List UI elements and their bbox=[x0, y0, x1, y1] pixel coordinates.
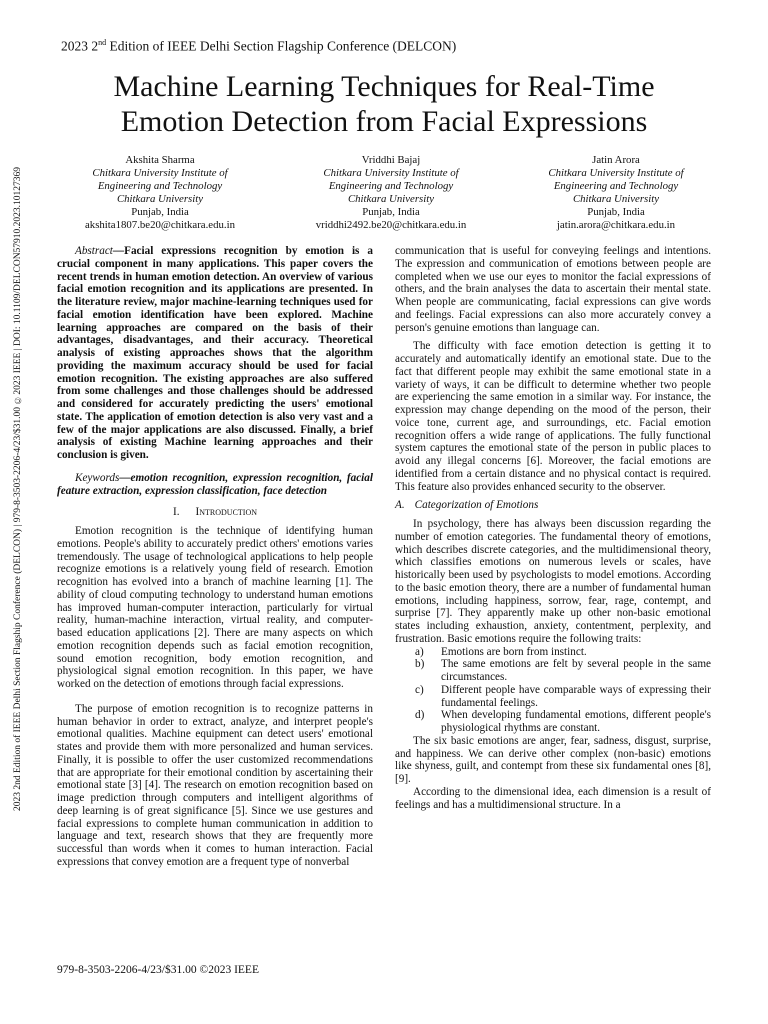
list-item bbox=[395, 684, 711, 710]
author-name: Akshita Sharma bbox=[125, 154, 195, 166]
author-name: Vriddhi Bajaj bbox=[361, 154, 421, 166]
list-item-text: Emotions are born from instinct. bbox=[441, 645, 587, 658]
body-paragraph: According to the dimensional idea, each dimension is a result of feelings and has a multidimensional structure. In a bbox=[395, 785, 711, 811]
author-2 bbox=[291, 154, 491, 232]
keywords-text: —emotion recognition, expression recognition, facial feature extraction, expression classification, face detection bbox=[57, 471, 373, 497]
author-affiliation: Chitkara University bbox=[572, 193, 660, 205]
author-affiliation: Engineering and Technology bbox=[97, 180, 223, 192]
body-paragraph: communication that is useful for conveying feelings and intentions. The expression and communication of emotions between people are completed when we use our eyes to monitor the facial expressions of others, and the brain analyses the data to ascertain their mental state. When people are communicating, facial expressions can give words and feelings. Facial expressions can also more accurately convey a person's genuine emotions than language can. bbox=[395, 245, 711, 334]
section-heading bbox=[57, 506, 373, 519]
side-doi-text: 2023 2nd Edition of IEEE Delhi Section Flagship Conference (DELCON) | 979-8-3503-2206-4/23/$31.00 ©2023 IEEE | DOI: 10.1109/DELCON57910.2023.10127369 bbox=[13, 166, 23, 811]
author-location: Punjab, India bbox=[131, 206, 189, 218]
body-paragraph: The purpose of emotion recognition is to recognize patterns in human behavior in order to extract, analyze, and interpret people's emotional qualities. Machine equipment can detect users' emotional states and provide them with more personalized and human services. Finally, it is possible to offer the user customized recommendations that are appropriate for their emotional condition by ascertaining their emotional state [3] [4]. The research on emotion recognition based on image prediction through computers and intelligent algorithms of deep learning is of great significance [5]. Since we use gestures and facial expressions to complete human communication in addition to language and text, research shows that they are frequently more successful than words when it comes to human interaction. Facial expressions that convey emotion are a frequent type of nonverbal bbox=[57, 702, 373, 868]
section-title-first: I bbox=[195, 506, 200, 519]
list-item-text: Different people have comparable ways of expressing their fundamental feelings. bbox=[441, 683, 711, 709]
subsection-title: Categorization of Emotions bbox=[414, 499, 539, 512]
author-affiliation: Chitkara University bbox=[116, 193, 204, 205]
author-email: akshita1807.be20@chitkara.edu.in bbox=[85, 219, 235, 231]
list-marker: c) bbox=[415, 683, 424, 696]
author-affiliation: Chitkara University bbox=[347, 193, 435, 205]
list-item-text: When developing fundamental emotions, different people's physiological rhythms are constant. bbox=[441, 709, 711, 734]
author-affiliation: Chitkara University Institute of bbox=[323, 167, 459, 179]
subsection-number: A. bbox=[395, 499, 405, 512]
paper-title-line-2: Emotion Detection from Facial Expressions bbox=[120, 105, 648, 138]
conference-header bbox=[61, 38, 456, 55]
abstract bbox=[57, 245, 373, 462]
right-column bbox=[395, 245, 711, 811]
list-item-text: The same emotions are felt by several people in the same circumstances. bbox=[441, 658, 711, 683]
author-affiliation: Engineering and Technology bbox=[553, 180, 679, 192]
paper-title-line-1: Machine Learning Techniques for Real-Time bbox=[113, 70, 655, 103]
author-email: jatin.arora@chitkara.edu.in bbox=[556, 219, 676, 231]
conference-sup: nd bbox=[98, 38, 107, 47]
body-paragraph: Emotion recognition is the technique of identifying human emotions. People's ability to accurately predict others' emotions varies tremendously. The usage of technological applications to help people recognize emotions is a relatively young field of research. Emotion recognition has evolved into a branch of machine learning [1]. The ability of cloud computing technology to understand human emotions has improved human-computer interaction, particularly for virtual reality, human-machine interaction, virtual reality, and computer-based education applications [2]. There are many aspects on which emotion recognition depends such as facial emotion recognition, sound emotion recognition, body emotion recognition, and physiological signal emotion recognition. In this paper, we have worked on the detection of emotions through facial expressions. bbox=[57, 525, 373, 690]
author-affiliation: Chitkara University Institute of bbox=[92, 167, 228, 179]
abstract-label: Abstract bbox=[75, 245, 113, 257]
body-paragraph: The six basic emotions are anger, fear, sadness, disgust, surprise, and happiness. We can derive other complex (non-basic) emotions like shyness, guilt, and contempt from these six fundamental ones [8], [9]. bbox=[395, 734, 711, 785]
keywords bbox=[57, 472, 373, 498]
list-marker: a) bbox=[415, 645, 424, 658]
section-title-rest: ntroduction bbox=[199, 506, 258, 519]
conference-year: 2023 2 bbox=[61, 38, 99, 54]
section-number: I. bbox=[172, 506, 180, 519]
author-1 bbox=[60, 154, 260, 232]
author-location: Punjab, India bbox=[362, 206, 420, 218]
list-item bbox=[395, 709, 711, 735]
list-item bbox=[395, 658, 711, 684]
conference-name: Edition of IEEE Delhi Section Flagship Conference (DELCON) bbox=[106, 38, 457, 54]
body-paragraph: The difficulty with face emotion detection is getting it to accurately and automatically identify an emotional state. Due to the fact that different people may exhibit the same emotional state in a variety of ways, it can be difficult to determine whether two people are experiencing the same emotion in a similar way. For instance, the expression may change depending on the mood of the person, their voice tone, current age, and surroundings, etc. Facial emotion recognition offers a wide range of applications. The fully functional system captures the emotional state of the person in public places to avoid any illegal concerns [6]. Moreover, the facial emotions are identified from a certain distance and no physical contact is required. This feature also provides enhanced security to the observer. bbox=[395, 340, 711, 493]
list-marker: b) bbox=[415, 658, 425, 671]
list-marker: d) bbox=[415, 709, 425, 722]
author-location: Punjab, India bbox=[587, 206, 645, 218]
author-name: Jatin Arora bbox=[592, 154, 640, 166]
body-paragraph: In psychology, there has always been discussion regarding the number of emotion categories. The fundamental theory of emotions, which describes discrete categories, and the multidimensional theory, which classifies emotions on numerous levels or scales, have historically been used by psychologists to model emotions. According to the basic emotion theory, there are a number of fundamental human emotions, including happiness, sorrow, fear, rage, contempt, and surprise [7]. They apparently make up other non-basic emotional states including exhaustion, anxiety, contentment, perplexity, and frustration. Basic emotions require the following traits: bbox=[395, 518, 711, 645]
subsection-heading bbox=[395, 499, 711, 512]
left-column bbox=[57, 245, 373, 869]
list-item bbox=[395, 646, 711, 659]
traits-list bbox=[395, 646, 711, 735]
author-affiliation: Chitkara University Institute of bbox=[548, 167, 684, 179]
author-3 bbox=[516, 154, 716, 232]
author-email: vriddhi2492.be20@chitkara.edu.in bbox=[315, 219, 467, 231]
author-affiliation: Engineering and Technology bbox=[328, 180, 454, 192]
keywords-label: Keywords bbox=[75, 471, 120, 484]
abstract-text: —Facial expressions recognition by emotion is a crucial component in many applications. This paper covers the recent trends in human emotion detection. An overview of various facial emotion recognition and its applications are presented. In the literature review, major machine-learning techniques used for facial emotion identification have been explored. Machine learning approaches are compared on the basis of their advantages, disadvantages, and their accuracy. Theoretical analysis of existing approaches shows that the algorithm providing the maximum accuracy should be used for facial emotion recognition. The existing approaches are also suffered from some challenges and those challenges should be addressed and considered for accurately predicting the users' emotional state. The application of emotion detection is also very vast and a few of the major applications are also discussed. Finally, a brief analysis of existing Machine learning approaches and their conclusion is given. bbox=[57, 245, 373, 461]
paper-title bbox=[0, 69, 768, 139]
footer-copyright: 979-8-3503-2206-4/23/$31.00 ©2023 IEEE bbox=[57, 964, 259, 976]
